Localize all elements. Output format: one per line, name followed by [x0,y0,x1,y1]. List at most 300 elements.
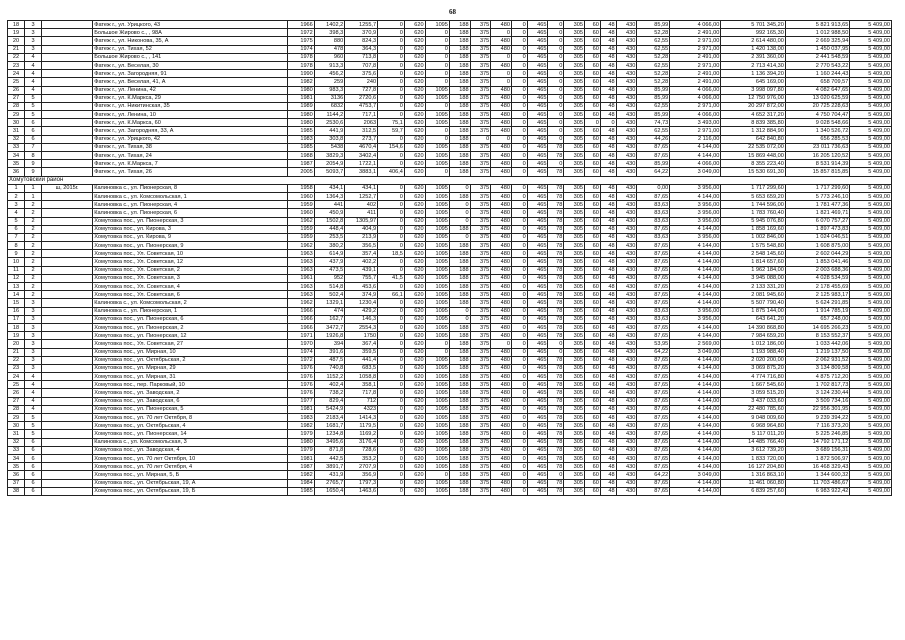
table-cell: 60 [585,45,601,53]
table-cell [42,250,93,258]
table-cell: 60 [585,332,601,340]
table-cell: 1402,2 [314,21,344,29]
table-cell: 5 409,00 [850,160,892,168]
table-cell: 305 [564,225,585,233]
table-cell: 1959 [288,225,315,233]
table-cell: 78 [548,291,564,299]
table-cell: 188 [449,364,470,372]
table-cell: 1 875 144,00 [721,307,786,315]
table-cell: 8 839 385,80 [721,119,786,127]
table-cell: 60 [585,242,601,250]
table-cell: 305 [564,487,585,495]
table-cell: 16 [8,307,25,315]
table-cell: 188 [449,463,470,471]
table-cell: 1722,1 [345,160,378,168]
table-cell: 78 [548,422,564,430]
table-cell: 0 [425,168,449,176]
table-cell: 430 [616,332,637,340]
table-cell: 0 [548,21,564,29]
table-cell: 1976 [288,389,315,397]
table-cell: 78 [548,258,564,266]
table-cell [42,127,93,135]
table-cell: 4 144,00 [670,373,721,381]
table-cell: 1975 [288,37,315,45]
table-cell: 8 [8,242,25,250]
table-cell: 465 [527,127,548,135]
table-cell: 0 [548,37,564,45]
table-cell: 5 409,00 [850,242,892,250]
table-cell: 5 409,00 [850,397,892,405]
table-cell: 357,4 [345,250,378,258]
table-row [8,61,892,69]
table-cell: 60 [585,299,601,307]
table-cell: 1 833 720,00 [721,454,786,462]
table-cell: 87,65 [637,446,670,454]
table-cell [42,283,93,291]
table-cell: 26 [8,389,25,397]
table-cell: 620 [404,45,425,53]
table-cell: 755,7 [345,274,378,282]
table-cell: 188 [449,168,470,176]
table-cell: 0 [378,373,405,381]
table-cell: 5 [25,422,42,430]
table-cell: 1 744 596,00 [721,201,786,209]
table-cell: 60 [585,70,601,78]
table-cell: 2 133 331,20 [721,283,786,291]
table-cell: 3 [25,332,42,340]
table-cell: 188 [449,381,470,389]
table-cell: 480 [491,21,512,29]
table-cell: 188 [449,422,470,430]
table-cell: 430 [616,242,637,250]
table-cell: 17 [8,315,25,323]
table-cell: 305 [564,291,585,299]
table-row [8,111,892,119]
table-cell [42,422,93,430]
table-cell: 620 [404,209,425,217]
table-row [8,364,892,372]
table-cell: 4 [25,78,42,86]
table-cell: 0 [425,70,449,78]
table-cell: 465 [527,373,548,381]
table-cell: 402,4 [314,381,344,389]
table-cell: 48 [600,299,616,307]
table-cell: 430 [616,454,637,462]
table-cell: 305 [564,86,585,94]
table-cell: 3 689 156,31 [785,446,850,454]
table-cell [42,152,93,160]
table-cell: 0 [511,356,527,364]
table-cell: 4 144,00 [670,356,721,364]
table-cell: 0 [378,356,405,364]
table-cell: 465 [527,299,548,307]
table-cell: 48 [600,102,616,110]
table-cell: 305 [564,233,585,241]
table-cell: 0 [378,438,405,446]
table-cell: 620 [404,291,425,299]
table-row [8,53,892,61]
table-cell: 1984 [288,479,315,487]
table-cell: 0 [511,61,527,69]
table-cell: 2 491,00 [670,70,721,78]
table-cell: 5 409,00 [850,233,892,241]
table-cell: 5 409,00 [850,111,892,119]
table-cell: 2 [25,209,42,217]
table-cell: 1095 [425,86,449,94]
table-cell: 48 [600,201,616,209]
table-cell [42,29,93,37]
table-cell: 480 [491,102,512,110]
table-cell: 305 [564,422,585,430]
table-cell: 48 [600,291,616,299]
table-cell: 64,22 [637,168,670,176]
table-cell: 21 [8,45,25,53]
table-cell: 85,99 [637,86,670,94]
table-cell: 188 [449,250,470,258]
table-cell: 305 [564,479,585,487]
table-cell: 87,65 [637,225,670,233]
table-cell: 87,65 [637,364,670,372]
table-cell: 430 [616,233,637,241]
table-cell: 0 [378,135,405,143]
table-cell: 880 [314,37,344,45]
table-cell: 487,5 [314,356,344,364]
table-cell: 465 [527,135,548,143]
table-cell: 1095 [425,233,449,241]
table-cell: 305 [564,184,585,192]
table-cell: 5 409,00 [850,192,892,200]
table-cell [42,446,93,454]
table-cell: 0 [511,242,527,250]
table-row [8,21,892,29]
table-cell: 480 [491,332,512,340]
table-cell: 430 [616,446,637,454]
table-cell: 3 956,00 [670,217,721,225]
table-cell: 5 [8,217,25,225]
table-cell: 1 717 299,60 [721,184,786,192]
table-cell: 1 160 244,43 [785,70,850,78]
table-cell: 3176,4 [345,438,378,446]
table-cell: 0 [511,266,527,274]
table-row [8,217,892,225]
table-cell: 4 144,00 [670,389,721,397]
table-cell: 48 [600,45,616,53]
table-cell: 60 [585,356,601,364]
table-cell: 712 [345,397,378,405]
table-cell: 305 [564,143,585,151]
table-cell: 620 [404,405,425,413]
table-cell: 62,55 [637,37,670,45]
table-cell: 4 028 534,59 [785,274,850,282]
table-cell: 4753,7 [345,102,378,110]
table-cell: 48 [600,143,616,151]
table-cell: 8 153 552,37 [785,332,850,340]
table-cell: 13 020 625,59 [785,94,850,102]
table-cell: 465 [527,356,548,364]
table-cell: 356,5 [345,242,378,250]
table-cell: 430 [616,405,637,413]
table-cell: 1976 [288,364,315,372]
table-cell: 4 144,00 [670,446,721,454]
table-cell: 52,28 [637,70,670,78]
table-cell: 0 [378,45,405,53]
table-cell: 10 [8,258,25,266]
table-cell: 11 703 486,67 [785,479,850,487]
table-cell: 60 [585,21,601,29]
table-cell: 620 [404,21,425,29]
table-cell: 5 409,00 [850,422,892,430]
table-row [8,209,892,217]
table-cell: 0 [378,192,405,200]
table-cell: 430 [616,438,637,446]
table-cell: 707,8 [345,61,378,69]
table-cell: 1 [8,184,25,192]
table-cell: 305 [564,242,585,250]
table-cell: 620 [404,135,425,143]
table-cell: 480 [491,225,512,233]
table-cell: 5 409,00 [850,61,892,69]
table-cell: 5 409,00 [850,209,892,217]
table-cell: 60 [585,430,601,438]
table-cell: 78 [548,307,564,315]
table-cell: 78 [548,217,564,225]
table-cell: 4 [25,373,42,381]
table-cell: 5 409,00 [850,250,892,258]
table-cell: 188 [449,242,470,250]
table-cell: 18 [8,323,25,331]
table-cell: 0 [425,348,449,356]
table-row [8,348,892,356]
table-cell: 87,65 [637,332,670,340]
table-cell: 375 [470,463,491,471]
table-cell: Хомутовка пос., ул. Кирова, 3 [93,225,288,233]
table-cell: 60 [585,201,601,209]
table-cell: 305 [564,283,585,291]
table-cell: 1095 [425,438,449,446]
table-cell: 430 [616,356,637,364]
table-cell: 59,7 [378,127,405,135]
table-cell: 2 178 455,69 [785,283,850,291]
table-cell: 0 [378,389,405,397]
table-cell: 4 144,00 [670,283,721,291]
table-cell: 620 [404,217,425,225]
table-cell: 0 [378,414,405,422]
table-cell: 620 [404,446,425,454]
table-cell: 44,26 [637,135,670,143]
table-cell: 0 [378,160,405,168]
table-cell: 85,99 [637,160,670,168]
table-cell: 1974 [288,348,315,356]
table-cell: 375 [470,487,491,495]
table-cell: 78 [548,274,564,282]
table-cell [42,201,93,209]
table-cell: 614,9 [314,250,344,258]
table-cell: 4 144,00 [670,152,721,160]
table-cell: 0 [425,471,449,479]
table-cell: 829,4 [314,397,344,405]
table-cell: 430 [616,209,637,217]
table-cell: 620 [404,299,425,307]
table-cell: 465 [527,397,548,405]
table-cell: 305 [564,356,585,364]
table-cell: 305 [564,323,585,331]
table-cell: 620 [404,315,425,323]
table-cell: 83,63 [637,233,670,241]
table-cell: 439,1 [345,266,378,274]
table-cell: 4 [25,70,42,78]
table-cell: 0 [511,471,527,479]
table-cell [42,168,93,176]
table-cell: 465 [527,78,548,86]
table-cell: 375 [470,446,491,454]
table-cell: 87,65 [637,242,670,250]
table-cell: 5 409,00 [850,430,892,438]
table-cell: 0 [378,266,405,274]
table-cell: 53,95 [637,340,670,348]
table-cell: ш, 2015г. [42,184,93,192]
table-cell: 480 [491,364,512,372]
table-cell: 14 792 171,12 [785,438,850,446]
table-cell: 18 [8,21,25,29]
table-cell: 36 [8,168,25,176]
table-cell: 398,3 [314,29,344,37]
table-cell: 1 783 760,40 [721,209,786,217]
table-cell: 188 [449,152,470,160]
table-cell: 5 653 659,20 [721,192,786,200]
table-row [8,283,892,291]
table-cell: 2 [25,258,42,266]
table-row [8,397,892,405]
table-row [8,266,892,274]
table-cell: 0 [548,160,564,168]
table-cell: 430 [616,143,637,151]
table-cell: 6 968 964,80 [721,422,786,430]
table-cell: 1095 [425,152,449,160]
table-cell: 1797,3 [345,479,378,487]
table-cell: 0 [511,479,527,487]
table-cell: 87,65 [637,422,670,430]
table-cell: 87,65 [637,463,670,471]
table-row [8,430,892,438]
table-cell: 188 [449,446,470,454]
table-cell: 48 [600,250,616,258]
table-cell: 0 [378,397,405,405]
table-cell: 430 [616,111,637,119]
table-cell: 620 [404,78,425,86]
table-cell: 0 [378,422,405,430]
table-cell: 0 [511,184,527,192]
table-cell: 480 [491,323,512,331]
table-cell: 406,4 [378,168,405,176]
table-cell: 620 [404,184,425,192]
table-cell: Хомутовка пос., пер. Парковый, 10 [93,381,288,389]
table-cell: 5 409,00 [850,479,892,487]
table-cell: 0 [470,135,491,143]
table-cell: 305 [564,29,585,37]
table-cell: 1095 [425,463,449,471]
table-cell: 305 [564,250,585,258]
table-cell: 2183,4 [314,414,344,422]
table-cell: 25 [8,381,25,389]
table-cell: 4 875 712,20 [785,373,850,381]
table-cell: 0 [378,94,405,102]
table-cell: 2 441 548,59 [785,53,850,61]
table-cell: 620 [404,143,425,151]
table-cell: 60 [585,291,601,299]
table-cell [42,21,93,29]
table-cell: 85,99 [637,111,670,119]
table-cell: 0 [378,283,405,291]
table-cell: 1 914 785,19 [785,307,850,315]
table-cell: 0 [511,389,527,397]
table-cell: 188 [449,299,470,307]
table-cell: 4 144,00 [670,405,721,413]
table-cell: 30 [8,422,25,430]
table-cell: 375 [470,94,491,102]
table-cell: 2 062 931,52 [785,356,850,364]
table-cell [42,389,93,397]
table-cell: 1987 [288,463,315,471]
table-cell: 0 [548,119,564,127]
table-cell: 0 [511,143,527,151]
table-cell: 41,5 [378,274,405,282]
table-cell: 3 509 734,16 [785,397,850,405]
table-cell: 620 [404,70,425,78]
table-row [8,94,892,102]
table-row [8,86,892,94]
table-cell: 5 409,00 [850,356,892,364]
table-cell: 465 [527,61,548,69]
table-cell: 1 033 442,06 [785,340,850,348]
table-cell: 1 340 526,72 [785,127,850,135]
table-cell: 375 [470,61,491,69]
table-cell: 620 [404,242,425,250]
table-cell: 441,9 [314,127,344,135]
table-cell: 2 971,00 [670,102,721,110]
table-cell: 0 [378,61,405,69]
table-cell: 4 144,00 [670,266,721,274]
table-cell: 0 [548,127,564,135]
table-cell: 5 409,00 [850,168,892,176]
table-cell: 717,8 [345,389,378,397]
table-cell: 60 [585,446,601,454]
table-cell: 188 [449,373,470,381]
table-cell: 1977 [288,397,315,405]
table-cell: 375 [470,160,491,168]
table-row [8,381,892,389]
table-cell: 375 [470,37,491,45]
table-cell: 305 [564,414,585,422]
table-row [8,184,892,192]
table-cell: 1095 [425,430,449,438]
table-cell: 60 [585,168,601,176]
table-cell: 33 [8,143,25,151]
table-cell: 456,2 [314,70,344,78]
table-cell [42,143,93,151]
table-cell: 4 [25,381,42,389]
table-cell: 871,8 [314,446,344,454]
table-cell: 430 [616,291,637,299]
table-cell: 4 652 317,20 [721,111,786,119]
table-cell: 465 [527,250,548,258]
table-cell: 4 066,00 [670,86,721,94]
table-cell: 375 [470,29,491,37]
table-cell: 0 [449,201,470,209]
table-cell: 48 [600,381,616,389]
table-cell: Хомутовка пос., ул. Октябрьская, 4 [93,422,288,430]
table-cell [42,381,93,389]
table-cell: 620 [404,250,425,258]
